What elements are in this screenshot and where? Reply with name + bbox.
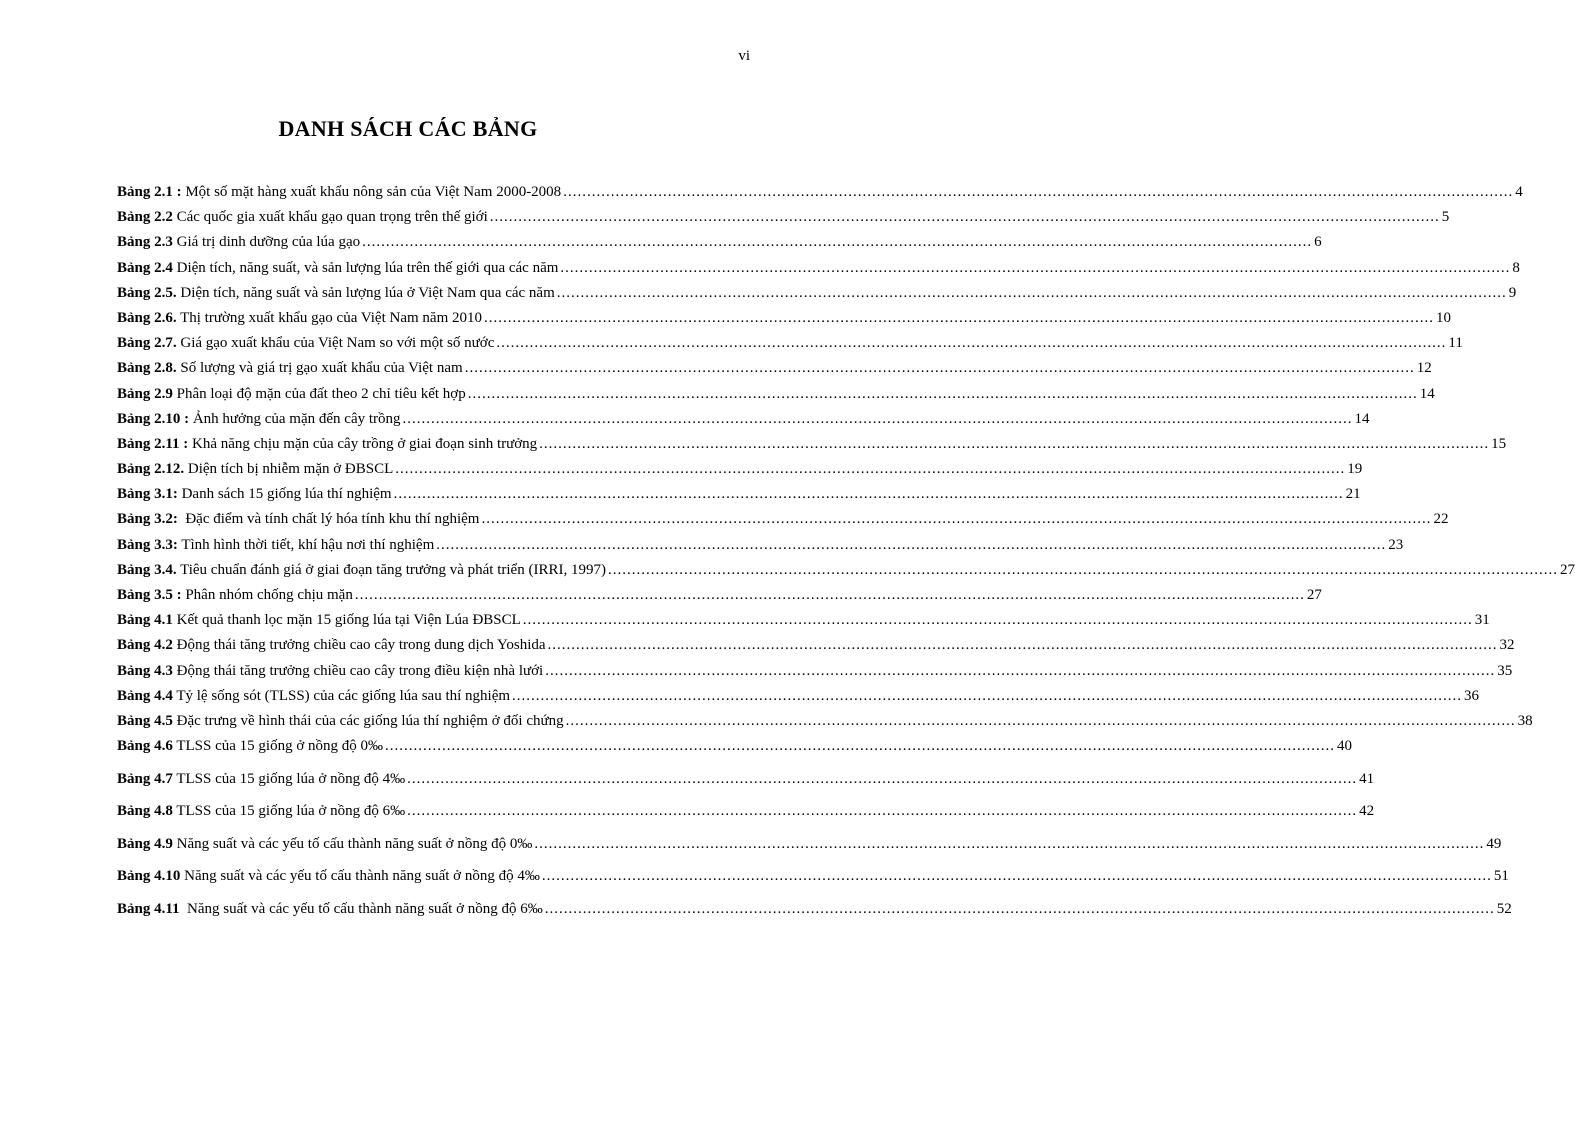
toc-entry[interactable] — [117, 900, 1512, 934]
toc-leader-dots: ........................................................................................................................................................................................................ — [407, 803, 1358, 820]
toc-leader-dots: ........................................................................................................................................................................................................ — [436, 536, 1387, 553]
toc-leader-dots: ........................................................................................................................................................................................................ — [402, 410, 1353, 427]
toc-entry-label: Bảng 2.2 — [117, 209, 173, 226]
toc-leader-dots: ........................................................................................................................................................................................................ — [354, 587, 1305, 603]
toc-entry-text — [117, 587, 353, 604]
toc-entry[interactable] — [117, 284, 1517, 310]
toc-entry-title: Năng suất và các yếu tố cấu thành năng suất ở nồng độ 0‰ — [172, 835, 533, 852]
toc-entry-label: Bảng 2.10 : — [117, 410, 190, 427]
toc-entry-text — [117, 511, 479, 528]
toc-page-number: 41 — [1359, 770, 1375, 787]
toc-entry-title: Năng suất và các yếu tố cấu thành năng suất ở nồng độ 6‰ — [179, 900, 543, 917]
toc-page-number: 5 — [1441, 209, 1450, 226]
toc-entry-title: Diện tích, năng suất và sản lượng lúa ở Việt Nam qua các năm — [176, 284, 555, 301]
toc-entry-title: TLSS của 15 giống lúa ở nồng độ 6‰ — [172, 803, 406, 820]
toc-leader-dots: ........................................................................................................................................................................................................ — [560, 259, 1511, 276]
toc-page-number: 14 — [1354, 410, 1370, 427]
toc-entry-title: Kết quả thanh lọc mặn 15 giống lúa tại Viện Lúa ĐBSCL — [172, 612, 521, 629]
toc-entry-title: Tiêu chuẩn đánh giá ở giai đoạn tăng trưởng và phát triển (IRRI, 1997) — [176, 561, 606, 578]
toc-leader-dots: ........................................................................................................................................................................................................ — [512, 687, 1463, 704]
toc-page-number: 12 — [1416, 360, 1432, 377]
toc-page-number: 49 — [1486, 835, 1502, 852]
toc-page-number: 15 — [1491, 435, 1507, 452]
toc-entry-title: Các quốc gia xuất khẩu gạo quan trọng trên thế giới — [172, 209, 488, 226]
toc-entry-text — [117, 537, 434, 554]
toc-page-number: 14 — [1419, 385, 1435, 402]
toc-entry-label: Bảng 2.12. — [117, 461, 185, 478]
toc-entry-title: Đặc trưng về hình thái của các giống lúa thí nghiệm ở đối chứng — [172, 712, 564, 729]
toc-page-number: 51 — [1493, 868, 1509, 885]
toc-entry-text — [117, 310, 482, 327]
toc-entry-text — [117, 901, 543, 918]
toc-entry[interactable] — [117, 662, 1513, 688]
toc-entry[interactable] — [117, 612, 1490, 637]
toc-entry[interactable] — [117, 410, 1370, 436]
toc-page-number: 8 — [1512, 259, 1520, 276]
toc-entry-label: Bảng 4.9 — [117, 835, 173, 852]
toc-page-number: 52 — [1496, 900, 1512, 917]
toc-entry-text — [117, 868, 540, 885]
toc-entry-label: Bảng 2.1 : — [117, 184, 182, 200]
toc-leader-dots: ........................................................................................................................................................................................................ — [467, 385, 1418, 402]
toc-leader-dots: ........................................................................................................................................................................................................ — [362, 234, 1313, 251]
toc-entry-text — [117, 771, 405, 788]
toc-leader-dots: ........................................................................................................................................................................................................ — [547, 637, 1498, 654]
toc-entry[interactable] — [117, 360, 1432, 385]
toc-entry-title: Động thái tăng trưởng chiều cao cây trong điều kiện nhà lưới — [172, 662, 544, 679]
toc-entry-title: Danh sách 15 giống lúa thí nghiệm — [177, 486, 392, 503]
toc-entry-title: Một số mặt hàng xuất khẩu nông sản của Việt Nam 2000-2008 — [181, 184, 562, 200]
toc-entry[interactable] — [117, 435, 1507, 461]
toc-entry-title: Tình hình thời tiết, khí hậu nơi thí nghiệm — [177, 536, 435, 553]
toc-entry[interactable] — [117, 385, 1435, 411]
toc-entry[interactable] — [117, 803, 1375, 836]
toc-entry-text — [117, 836, 532, 853]
toc-entry-title: Đặc điểm và tính chất lý hóa tính khu thí nghiệm — [177, 511, 480, 528]
toc-entry-label: Bảng 2.6. — [117, 309, 177, 326]
toc-entry-title: Năng suất và các yếu tố cấu thành năng suất ở nồng độ 4‰ — [180, 868, 540, 885]
page-number: vi — [738, 48, 750, 64]
toc-entry[interactable] — [117, 234, 1322, 259]
toc-leader-dots: ........................................................................................................................................................................................................ — [556, 284, 1507, 301]
toc-leader-dots: ........................................................................................................................................................................................................ — [395, 461, 1346, 478]
toc-page-number: 38 — [1517, 712, 1533, 729]
toc-leader-dots: ........................................................................................................................................................................................................ — [484, 309, 1434, 326]
toc-page-number: 23 — [1388, 536, 1404, 553]
toc-entry-label: Bảng 2.3 — [117, 234, 173, 251]
toc-entry-text — [117, 713, 564, 730]
toc-page-number: 19 — [1347, 461, 1363, 478]
toc-entry[interactable] — [117, 184, 1523, 209]
toc-entry-label: Bảng 3.3: — [117, 536, 178, 553]
toc-leader-dots: ........................................................................................................................................................................................................ — [481, 511, 1432, 528]
toc-leader-dots: ........................................................................................................................................................................................................ — [565, 712, 1516, 729]
toc-leader-dots: ........................................................................................................................................................................................................ — [464, 360, 1415, 377]
toc-page-number: 42 — [1359, 803, 1375, 820]
toc-page-number: 32 — [1499, 637, 1515, 654]
toc-entry-text — [117, 411, 401, 428]
toc-entry-label: Bảng 4.1 — [117, 612, 173, 629]
toc-page-number: 4 — [1515, 184, 1523, 200]
toc-entry[interactable] — [117, 835, 1502, 869]
toc-page-number: 27 — [1559, 561, 1575, 578]
toc-entry[interactable] — [117, 335, 1463, 360]
toc-entry-label: Bảng 2.9 — [117, 385, 173, 402]
toc-entry-label: Bảng 4.8 — [117, 803, 173, 820]
toc-entry[interactable] — [117, 868, 1509, 901]
toc-entry-text — [117, 360, 463, 377]
toc-leader-dots: ........................................................................................................................................................................................................ — [534, 835, 1485, 852]
toc-entry-title: Diện tích, năng suất, và sản lượng lúa trên thế giới qua các năm — [172, 259, 559, 276]
toc-entry-text — [117, 386, 466, 403]
toc-entry-text — [117, 637, 546, 654]
toc-entry-label: Bảng 3.1: — [117, 486, 178, 503]
toc-leader-dots: ........................................................................................................................................................................................................ — [393, 486, 1344, 503]
toc-entry-label: Bảng 2.4 — [117, 259, 173, 276]
toc-entry[interactable] — [117, 309, 1451, 335]
toc-entry-label: Bảng 3.4. — [117, 561, 177, 578]
toc-leader-dots: ........................................................................................................................................................................................................ — [545, 662, 1496, 679]
toc-entry-title: TLSS của 15 giống ở nồng độ 0‰ — [172, 738, 384, 755]
toc-leader-dots: ........................................................................................................................................................................................................ — [522, 612, 1473, 629]
toc-entry[interactable] — [117, 637, 1515, 662]
toc-entry-text — [117, 335, 494, 352]
toc-entry-title: Ảnh hưởng của mặn đến cây trồng — [189, 410, 401, 427]
toc-entry-title: Tỷ lệ sống sót (TLSS) của các giống lúa sau thí nghiệm — [172, 687, 511, 704]
toc-entry-label: Bảng 2.11 : — [117, 435, 189, 452]
toc-entry[interactable] — [117, 511, 1449, 536]
toc-entry-text — [117, 612, 521, 629]
toc-page-number: 6 — [1314, 234, 1322, 251]
toc-entry-title: Giá gạo xuất khẩu của Việt Nam so với một số nước — [176, 335, 495, 352]
toc-leader-dots: ........................................................................................................................................................................................................ — [539, 435, 1490, 452]
toc-leader-dots: ........................................................................................................................................................................................................ — [607, 561, 1558, 578]
toc-leader-dots: ........................................................................................................................................................................................................ — [489, 209, 1440, 226]
toc-entry-text — [117, 803, 405, 820]
page-title: DANH SÁCH CÁC BẢNG — [278, 116, 538, 141]
toc-entry-title: Phân loại độ mặn của đất theo 2 chỉ tiêu kết hợp — [172, 385, 466, 402]
toc-page-number: 11 — [1448, 335, 1463, 352]
toc-entry-title: Khả năng chịu mặn của cây trồng ở giai đoạn sinh trưởng — [188, 435, 538, 452]
toc-entry-title: Diện tích bị nhiễm mặn ở ĐBSCL — [184, 461, 394, 478]
toc-entry-title: Phân nhóm chống chịu mặn — [181, 587, 353, 603]
toc-entry-text — [117, 285, 555, 302]
toc-leader-dots: ........................................................................................................................................................................................................ — [544, 900, 1495, 917]
toc-page-number: 21 — [1345, 486, 1361, 503]
toc-entry-label: Bảng 2.7. — [117, 335, 177, 352]
toc-entry[interactable] — [117, 687, 1480, 713]
toc-entry[interactable] — [117, 209, 1450, 234]
toc-entry[interactable] — [117, 536, 1404, 562]
toc-page-number: 22 — [1433, 511, 1449, 528]
toc-entry[interactable] — [117, 712, 1533, 738]
toc-page-number: 31 — [1474, 612, 1490, 629]
toc-entry-title: Thị trường xuất khẩu gạo của Việt Nam năm 2010 — [176, 309, 482, 326]
toc-entry-text — [117, 738, 383, 755]
toc-entry-text — [117, 209, 488, 226]
toc-entry[interactable] — [117, 770, 1375, 804]
toc-entry-label: Bảng 3.5 : — [117, 587, 182, 603]
toc-entry[interactable] — [117, 486, 1361, 511]
toc-entry-label: Bảng 4.11 — [117, 900, 180, 917]
toc-entry-label: Bảng 4.3 — [117, 662, 173, 679]
toc-entry-text — [117, 436, 537, 453]
toc-leader-dots: ........................................................................................................................................................................................................ — [563, 184, 1514, 200]
toc-page-number: 40 — [1337, 738, 1353, 755]
toc-entry-label: Bảng 4.2 — [117, 637, 173, 654]
toc-entry-label: Bảng 4.10 — [117, 868, 181, 885]
toc-leader-dots: ........................................................................................................................................................................................................ — [407, 770, 1358, 787]
toc-page-number: 27 — [1306, 587, 1322, 603]
toc-entry-text — [117, 461, 393, 478]
toc-entry-title: Số lượng và giá trị gạo xuất khẩu của Việt nam — [176, 360, 463, 377]
toc-entry-text — [117, 234, 360, 251]
toc-page-number: 36 — [1464, 687, 1480, 704]
toc-entry-label: Bảng 4.4 — [117, 687, 173, 704]
toc-entry[interactable] — [117, 461, 1363, 486]
table-list — [117, 184, 1575, 933]
toc-entry[interactable] — [117, 259, 1520, 285]
toc-entry-text — [117, 688, 510, 705]
toc-entry-label: Bảng 2.8. — [117, 360, 177, 377]
toc-leader-dots: ........................................................................................................................................................................................................ — [541, 868, 1492, 885]
toc-entry-label: Bảng 4.5 — [117, 712, 173, 729]
toc-leader-dots: ........................................................................................................................................................................................................ — [496, 335, 1447, 352]
toc-entry-title: TLSS của 15 giống lúa ở nồng độ 4‰ — [172, 770, 406, 787]
toc-entry-title: Giá trị dinh dưỡng của lúa gạo — [172, 234, 361, 251]
toc-entry-text — [117, 184, 561, 201]
toc-entry-label: Bảng 2.5. — [117, 284, 177, 301]
toc-entry[interactable] — [117, 561, 1575, 587]
toc-page-number: 9 — [1508, 284, 1517, 301]
toc-entry-label: Bảng 3.2: — [117, 511, 178, 528]
toc-entry-label: Bảng 4.7 — [117, 770, 173, 787]
toc-entry-text — [117, 486, 392, 503]
toc-entry-label: Bảng 4.6 — [117, 738, 173, 755]
toc-entry-text — [117, 260, 558, 277]
toc-entry[interactable] — [117, 738, 1353, 771]
toc-page-number: 10 — [1436, 309, 1451, 326]
toc-page-number: 35 — [1497, 662, 1513, 679]
toc-leader-dots: ........................................................................................................................................................................................................ — [385, 738, 1336, 755]
toc-entry[interactable] — [117, 587, 1322, 612]
toc-entry-text — [117, 562, 606, 579]
toc-entry-text — [117, 663, 543, 680]
toc-entry-title: Động thái tăng trưởng chiều cao cây trong dung dịch Yoshida — [172, 637, 546, 654]
